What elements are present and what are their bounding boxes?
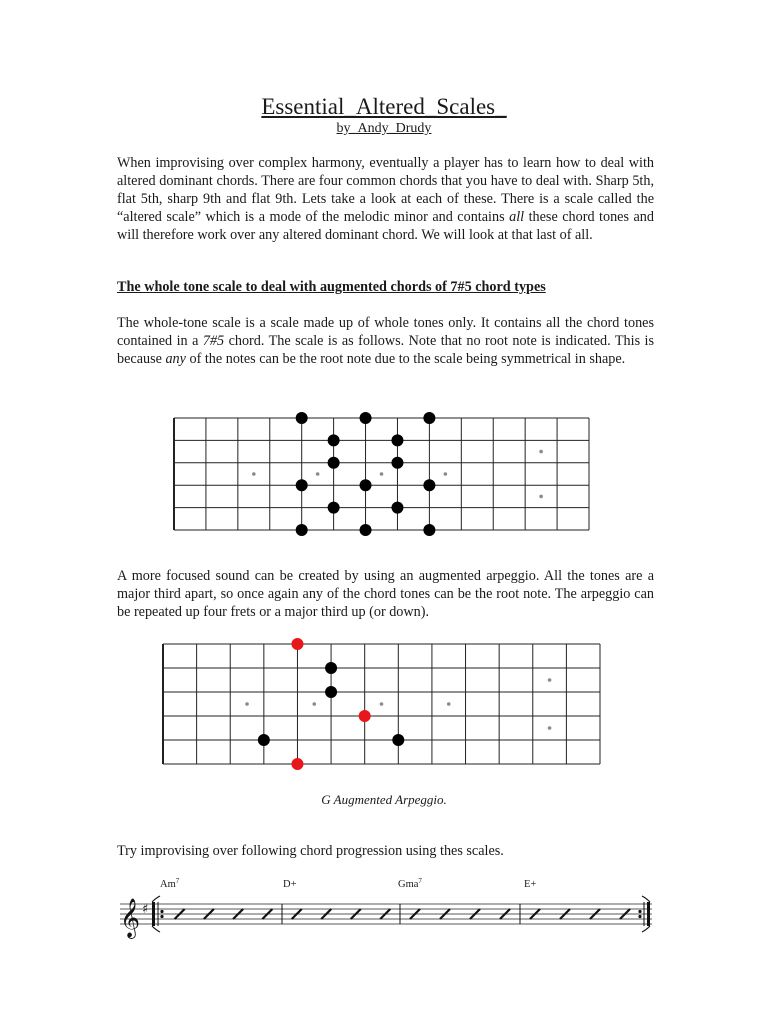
whole-tone-italic-2: any xyxy=(165,351,186,367)
document-title: Essential_Altered_Scales_ xyxy=(261,94,507,119)
chord-symbols xyxy=(160,877,536,890)
scale-note-dot xyxy=(328,434,340,446)
whole-tone-text-3: of the notes can be the root note due to the scale being symmetrical in shape. xyxy=(185,351,626,367)
chord-root: E+ xyxy=(524,879,537,890)
treble-clef-icon: 𝄞 xyxy=(120,898,141,938)
scale-note-dot xyxy=(325,662,337,674)
fret-inlay-marker xyxy=(316,472,320,476)
chord-symbol xyxy=(283,879,297,890)
scale-note-dot xyxy=(296,524,308,536)
fret-inlay-marker xyxy=(539,450,543,454)
fret-inlay-marker xyxy=(539,495,543,499)
fret-inlay-marker xyxy=(380,472,384,476)
chord-extension: 7 xyxy=(175,877,180,885)
intro-text-2: these chord tones and will therefore work over any altered dominant chord. We will look at that last of all. xyxy=(117,209,654,243)
progression-instruction: Try improvising over following chord progression using thes scales. xyxy=(117,843,504,859)
scale-note-dot xyxy=(296,412,308,424)
intro-text-1: When improvising over complex harmony, eventually a player has to learn how to deal with altered dominant chords. There are four common chords that you have to deal with. Sharp 5th, flat 5th, sharp 9th and flat 9th. Lets take a look at each of these. There is a scale called the “altered scale” which is a mode of the melodic minor and contains xyxy=(117,155,654,225)
scale-note-dot xyxy=(328,457,340,469)
fret-inlay-marker xyxy=(548,678,552,682)
scale-note-dot xyxy=(423,479,435,491)
author-byline: by_Andy_Drudy xyxy=(336,121,432,136)
chord-progression-staff xyxy=(0,872,768,942)
chord-symbol xyxy=(160,877,180,890)
whole-tone-paragraph xyxy=(117,314,654,368)
whole-tone-fretboard-diagram xyxy=(0,404,768,544)
arpeggio-paragraph: A more focused sound can be created by using an augmented arpeggio. All the tones are a major third apart, so once again any of the chord tones can be the root note. The arpeggio can be repeated up four frets or a major third up (or down). xyxy=(117,568,654,620)
intro-paragraph xyxy=(117,154,654,244)
arpeggio-caption: G Augmented Arpeggio. xyxy=(321,792,447,807)
fret-inlay-marker xyxy=(312,702,316,706)
scale-note-dot xyxy=(360,524,372,536)
fret-inlay-marker xyxy=(447,702,451,706)
chord-symbol xyxy=(398,877,422,890)
scale-note-dot xyxy=(296,479,308,491)
scale-note-dot xyxy=(328,502,340,514)
fret-inlay-marker xyxy=(252,472,256,476)
chord-symbol xyxy=(524,879,536,890)
fret-inlay-marker xyxy=(548,726,552,730)
scale-note-dot xyxy=(423,412,435,424)
augmented-arpeggio-fretboard-diagram xyxy=(0,632,768,772)
key-signature-sharp-icon: ♯ xyxy=(142,902,149,917)
root-note-dot xyxy=(291,638,303,650)
whole-tone-text-2: chord. The scale is as follows. Note that no root note is indicated. This is because xyxy=(117,333,655,367)
intro-italic: all xyxy=(509,209,525,225)
whole-tone-italic-1: 7#5 xyxy=(202,333,225,349)
fret-inlay-marker xyxy=(444,472,448,476)
scale-note-dot xyxy=(391,502,403,514)
fret-inlay-marker xyxy=(245,702,249,706)
chord-extension: 7 xyxy=(418,877,422,885)
chord-root: Gma xyxy=(398,879,419,890)
chord-root: D+ xyxy=(283,879,297,890)
scale-note-dot xyxy=(391,434,403,446)
scale-note-dot xyxy=(391,457,403,469)
scale-note-dot xyxy=(423,524,435,536)
chord-root: Am xyxy=(160,879,176,890)
section-heading: The whole tone scale to deal with augmented chords of 7#5 chord types xyxy=(117,279,546,295)
whole-tone-text-1: The whole-tone scale is a scale made up of whole tones only. It contains all the chord tones contained in a xyxy=(117,315,654,349)
fret-inlay-marker xyxy=(380,702,384,706)
root-note-dot xyxy=(359,710,371,722)
scale-note-dot xyxy=(325,686,337,698)
scale-note-dot xyxy=(258,734,270,746)
scale-note-dot xyxy=(360,412,372,424)
root-note-dot xyxy=(291,758,303,770)
scale-note-dot xyxy=(360,479,372,491)
scale-note-dot xyxy=(392,734,404,746)
